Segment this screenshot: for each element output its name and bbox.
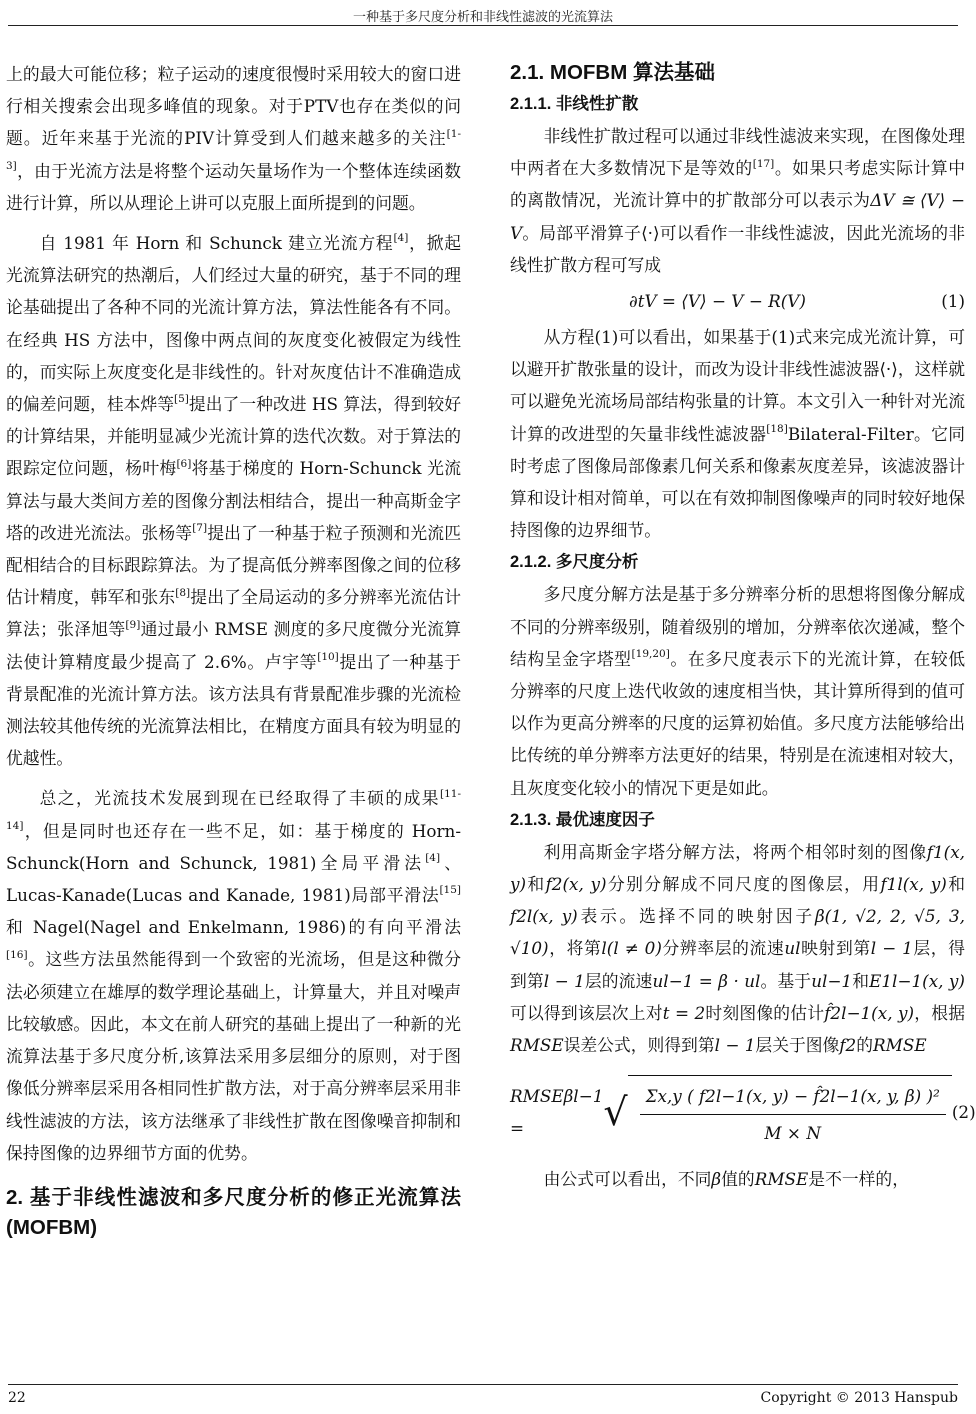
citation[interactable]: [1-3]: [6, 127, 461, 173]
equation-1-body: ∂tV = ⟨V⟩ − V − R(V): [629, 290, 806, 311]
operator-symbol: ⟨·⟩: [879, 359, 898, 380]
section-heading-2: 2. 基于非线性滤波和多尺度分析的修正光流算法(MOFBM): [6, 1185, 461, 1239]
inline-formula: ΔV ≅ ⟨V⟩ − V: [510, 190, 965, 243]
section-heading-2-1: 2.1. MOFBM 算法基础: [510, 61, 716, 84]
footer-divider: [8, 1384, 958, 1385]
citation[interactable]: [10]: [317, 651, 339, 664]
citation[interactable]: [5]: [174, 393, 189, 406]
equation-2-number: (2): [951, 1102, 976, 1123]
page-number: 22: [8, 1390, 26, 1406]
citation[interactable]: [16]: [6, 948, 28, 961]
citation[interactable]: [11-14]: [6, 787, 461, 833]
paragraph-multiscale: 多尺度分解方法是基于多分辨率分析的思想将图像分解成不同的分辨率级别，随着级别的增加，分辨率依次递减，整个结构呈金字塔型[19,20]。在多尺度表示下的光流计算，在较低分辨率的尺度上迭代收敛的速度相当快，其计算所得到的值可以作为更高分辨率的尺度的运算初始值。多尺度方法能够给出比传统的单分辨率方法更好的结果，特别是在流速相对较大，且灰度变化较小的情况下更是如此。: [510, 584, 965, 798]
equation-1: [510, 281, 965, 321]
citation[interactable]: [18]: [766, 423, 788, 436]
operator-symbol: ⟨·⟩: [641, 222, 660, 243]
subsection-heading-2-1-3: 2.1.3. 最优速度因子: [510, 810, 655, 829]
paragraph-filter: 从方程(1)可以看出，如果基于(1)式来完成光流计算，可以避开扩散张量的设计，而改为设计非线性滤波器⟨·⟩，这样就可以避免光流场局部结构张量的计算。本文引入一种针对光流计算的改进型的矢量非线性滤波器[18]Bilateral-Filter。它同时考虑了图像局部像素几何关系和像素灰度差异，该滤波器计算和设计相对简单，可以在有效抑制图像噪声的同时较好地保持图像的边界细节。: [510, 327, 965, 541]
subsection-heading-2-1-2: 2.1.2. 多尺度分析: [510, 553, 639, 572]
square-root: √ $\frac{\text{Σx,y ( f2l−1(x, y) − f̂2l−1(x, y, β) )²}}{M \times N}$: [603, 1075, 951, 1149]
right-column: [510, 58, 976, 1195]
left-column: [6, 58, 461, 1243]
copyright-notice: Copyright © 2013 Hanspub: [760, 1390, 958, 1406]
citation[interactable]: [15]: [439, 884, 461, 897]
equation-2-denominator: M × N: [764, 1123, 822, 1144]
equation-2-lhs: RMSEβl−1 =: [510, 1086, 604, 1139]
equation-2-body: [510, 1075, 952, 1149]
paragraph-summary: 总之，光流技术发展到现在已经取得了丰硕的成果[11-14]，但是同时也还存在一些不足，如：基于梯度的 Horn-Schunck(Horn and Schunck, 1981)全局平滑法[4]、Lucas-Kanade(Lucas and Kanade, 1981)局部平滑法[15]和 Nagel(Nagel and Enkelmann, 1986)的有向平滑法[16]。这些方法虽然能得到一个致密的光流场，但是这种微分法必须建立在雄厚的数学理论基础上，计算量大，并且对噪声比较敏感。因此，本文在前人研究的基础上提出了一种新的光流算法基于多尺度分析,该算法采用多层细分的原则，对于图像低分辨率层采用各相同性扩散方法，对于高分辨率层采用非线性滤波的方法，该方法继承了非线性扩散在图像噪音抑制和保持图像的边界细节方面的优势。: [6, 787, 461, 1163]
subsection-heading-2-1-1: 2.1.1. 非线性扩散: [510, 95, 639, 113]
citation[interactable]: [9]: [125, 618, 141, 631]
paragraph-prior-work: 自 1981 年 Horn 和 Schunck 建立光流方程[4]，掀起光流算法研究的热潮后，人们经过大量的研究，基于不同的理论基础提出了各种不同的光流计算方法，算法性能各有不同。在经典 HS 方法中，图像中两点间的灰度变化被假定为线性的，而实际上灰度变化是非线性的。针对灰度估计不准确造成的偏差问题，桂本烨等[5]提出了一种改进 HS 算法，得到较好的计算结果，并能明显减少光流计算的迭代次数。对于算法的跟踪定位问题，杨叶梅[6]将基于梯度的 Horn-Schunck 光流算法与最大类间方差的图像分割法相结合，提出一种高斯金字塔的改进光流法。张杨等[7]提出了一种基于粒子预测和光流匹配相结合的目标跟踪算法。为了提高低分辨率图像之间的位移估计精度，韩军和张东[8]提出了全局运动的多分辨率光流估计算法；张泽旭等[9]通过最小 RMSE 测度的多尺度微分光流算法使计算精度最少提高了 2.6%。卢宇等[10]提出了一种基于背景配准的光流计算方法。该方法具有背景配准步骤的光流检测法较其他传统的光流算法相比，在精度方面具有较为明显的优越性。: [6, 232, 461, 769]
citation[interactable]: [8]: [175, 586, 191, 599]
running-head: 一种基于多尺度分析和非线性滤波的光流算法: [352, 10, 613, 25]
citation[interactable]: [19,20]: [631, 648, 670, 661]
citation[interactable]: [6]: [176, 457, 192, 470]
header-divider: [8, 25, 958, 26]
citation[interactable]: [4]: [425, 852, 441, 865]
paragraph-nonlinear-diffusion: 非线性扩散过程可以通过非线性滤波来实现，在图像处理中两者在大多数情况下是等效的[17]。如果只考虑实际计算中的离散情况，光流计算中的扩散部分可以表示为ΔV ≅ ⟨V⟩ − V。局部平滑算子⟨·⟩可以看作一非线性滤波，因此光流场的非线性扩散方程可写成: [510, 126, 965, 275]
citation[interactable]: [4]: [393, 232, 409, 245]
equation-2-numerator: Σx,y ( f2l−1(x, y) − f̂2l−1(x, y, β) )²: [640, 1080, 946, 1115]
equation-1-number: (1): [941, 290, 965, 311]
fraction: [640, 1080, 946, 1149]
paragraph-velocity-factor: 利用高斯金字塔分解方法，将两个相邻时刻的图像f1(x, y)和f2(x, y)分别分解成不同尺度的图像层，用f1l(x, y)和f2l(x, y)表示。选择不同的映射因子β(1, √2, 2, √5, 3, √10)，将第l(l ≠ 0)分辨率层的流速ul映射到第l − 1层，得到第l − 1层的流速ul−1 = β · ul。基于ul−1和E1l−1(x, y)可以得到该层次上对t = 2时刻图像的估计f̂2l−1(x, y)，根据RMSE误差公式，则得到第l − 1层关于图像f2的RMSE: [510, 841, 965, 1056]
paragraph-intro-continued: 上的最大可能位移；粒子运动的速度很慢时采用较大的窗口进行相关搜索会出现多峰值的现象。对于PTV也存在类似的问题。近年来基于光流的PIV计算受到人们越来越多的关注[1-3]，由于光流方法是将整个运动矢量场作为一个整体连续函数进行计算，所以从理论上讲可以克服上面所提到的问题。: [6, 64, 461, 213]
citation[interactable]: [17]: [752, 157, 775, 170]
equation-2: [510, 1067, 976, 1157]
paragraph-rmse-note: 由公式可以看出，不同β值的RMSE是不一样的，: [543, 1169, 909, 1190]
citation[interactable]: [7]: [192, 522, 208, 535]
